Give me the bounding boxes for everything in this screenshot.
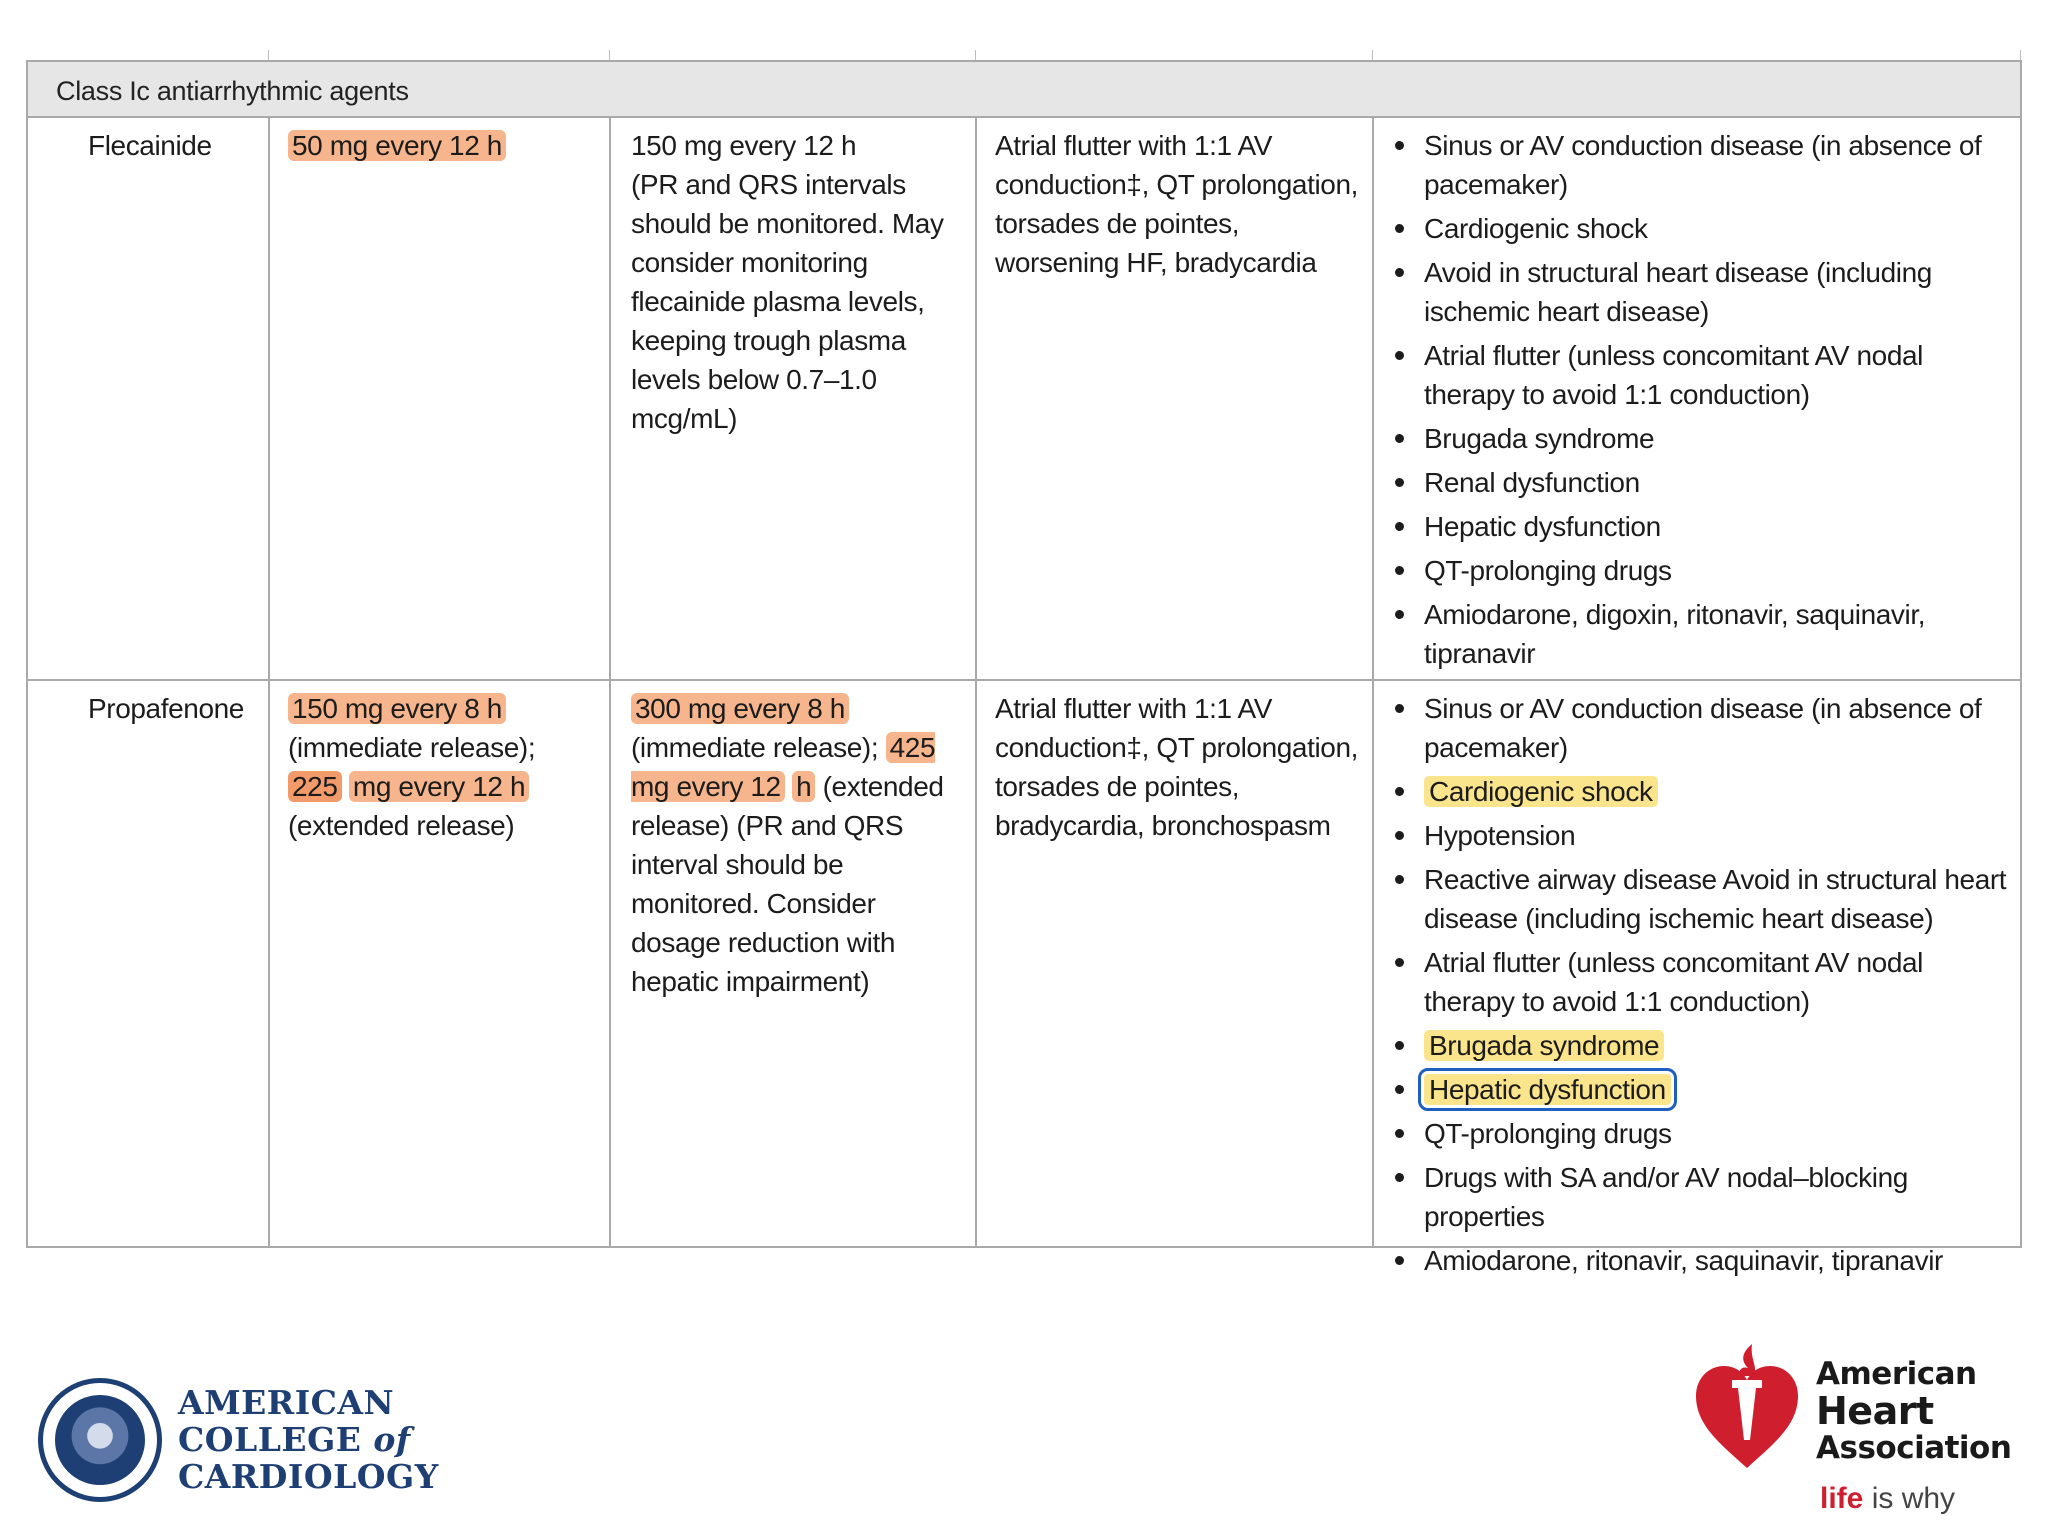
column-stub <box>1372 50 1373 60</box>
dose-text: (extended release) (PR and QRS interval should be monitored. Consider dosage reduction with hepatic impairment) <box>631 771 944 997</box>
highlight-extended-dose[interactable]: mg every 12 h <box>349 771 529 802</box>
list-item: Cardiogenic shock <box>1374 209 2010 248</box>
column-stub <box>2020 50 2021 60</box>
list-item: Reactive airway disease Avoid in structural heart disease (including ischemic heart disease) <box>1374 860 2010 938</box>
list-item: Avoid in structural heart disease (including ischemic heart disease) <box>1374 253 2010 331</box>
list-item: Sinus or AV conduction disease (in absence of pacemaker) <box>1374 689 2010 767</box>
contraindications-list <box>1374 689 2010 1280</box>
highlight-initial-dose[interactable]: 50 mg every 12 h <box>288 130 506 161</box>
drug-name: Flecainide <box>88 130 212 161</box>
aha-line: Association <box>1816 1430 2012 1466</box>
selected-hepatic-dysfunction[interactable]: Hepatic dysfunction <box>1424 1074 1671 1105</box>
dose-text: (extended release) <box>288 810 515 841</box>
contraindications-cell <box>1374 118 2020 679</box>
highlight-initial-dose[interactable]: 150 mg every 8 h <box>288 693 506 724</box>
acc-logo <box>38 1378 458 1508</box>
contraindications-cell <box>1374 681 2020 1276</box>
adverse-effects-text: Atrial flutter with 1:1 AV conduction‡, QT prolongation, torsades de pointes, bradycardia, bronchospasm <box>995 693 1359 841</box>
list-item: Atrial flutter (unless concomitant AV nodal therapy to avoid 1:1 conduction) <box>1374 336 2010 414</box>
aha-tagline: life is why <box>1820 1482 1956 1515</box>
drug-name: Propafenone <box>88 693 244 724</box>
column-stub <box>975 50 976 60</box>
list-item: Renal dysfunction <box>1374 463 2010 502</box>
highlight-max-extended-dose[interactable]: h <box>792 771 815 802</box>
heart-torch-icon <box>1692 1340 1802 1472</box>
highlight-cardiogenic-shock[interactable]: Cardiogenic shock <box>1424 776 1658 807</box>
max-dose-text: 150 mg every 12 h <box>631 130 857 161</box>
list-item: Sinus or AV conduction disease (in absence of pacemaker) <box>1374 126 2010 204</box>
list-item: Amiodarone, ritonavir, saquinavir, tipranavir <box>1374 1241 2010 1280</box>
list-item <box>1374 772 2010 811</box>
drug-table <box>26 0 2024 1276</box>
list-item: Brugada syndrome <box>1374 419 2010 458</box>
highlight-max-dose[interactable]: 300 mg every 8 h <box>631 693 849 724</box>
list-item <box>1374 1026 2010 1065</box>
highlight-max-extended-dose[interactable]: 425 mg every 12 <box>631 732 936 802</box>
max-dose-note: (PR and QRS intervals should be monitored. May consider monitoring flecainide plasma levels, keeping trough plasma levels below 0.7–1.0 mcg/mL) <box>631 169 944 434</box>
section-header-label: Class Ic antiarrhythmic agents <box>56 76 409 106</box>
initial-dose-cell <box>270 118 611 679</box>
drug-name-cell <box>28 681 270 1246</box>
column-stub <box>268 50 269 60</box>
list-item: Amiodarone, digoxin, ritonavir, saquinavir, tipranavir <box>1374 595 2010 673</box>
highlight-brugada-syndrome[interactable]: Brugada syndrome <box>1424 1030 1664 1061</box>
drug-name-cell <box>28 118 270 679</box>
list-item: Drugs with SA and/or AV nodal–blocking properties <box>1374 1158 2010 1236</box>
list-item: Hypotension <box>1374 816 2010 855</box>
adverse-effects-cell <box>977 681 1374 1246</box>
dose-text: (immediate release); <box>288 732 536 763</box>
section-header-row <box>26 60 2022 118</box>
list-item: QT-prolonging drugs <box>1374 1114 2010 1153</box>
list-item: Hepatic dysfunction <box>1374 507 2010 546</box>
acc-seal-icon <box>38 1378 162 1502</box>
table-row-flecainide <box>26 118 2022 681</box>
list-item <box>1374 1070 2010 1109</box>
contraindications-list <box>1374 126 2010 673</box>
aha-line: American <box>1816 1356 1977 1392</box>
aha-wordmark <box>1816 1356 2011 1467</box>
acc-line: AMERICAN <box>178 1383 395 1422</box>
table-row-propafenone <box>26 681 2022 1276</box>
acc-line: COLLEGE of <box>178 1420 411 1459</box>
adverse-effects-text: Atrial flutter with 1:1 AV conduction‡, QT prolongation, torsades de pointes, worsening HF, bradycardia <box>995 130 1359 278</box>
list-item: QT-prolonging drugs <box>1374 551 2010 590</box>
aha-line: Heart <box>1816 1389 1934 1433</box>
column-stub <box>609 50 610 60</box>
aha-logo <box>1692 1340 2032 1530</box>
dose-text: (immediate release); <box>631 732 886 763</box>
max-dose-cell <box>611 118 977 679</box>
max-dose-cell <box>611 681 977 1246</box>
list-item: Atrial flutter (unless concomitant AV nodal therapy to avoid 1:1 conduction) <box>1374 943 2010 1021</box>
acc-wordmark <box>178 1384 439 1495</box>
acc-line: CARDIOLOGY <box>178 1457 439 1496</box>
initial-dose-cell <box>270 681 611 1246</box>
adverse-effects-cell <box>977 118 1374 679</box>
highlight-extended-dose[interactable]: 225 <box>288 771 342 802</box>
